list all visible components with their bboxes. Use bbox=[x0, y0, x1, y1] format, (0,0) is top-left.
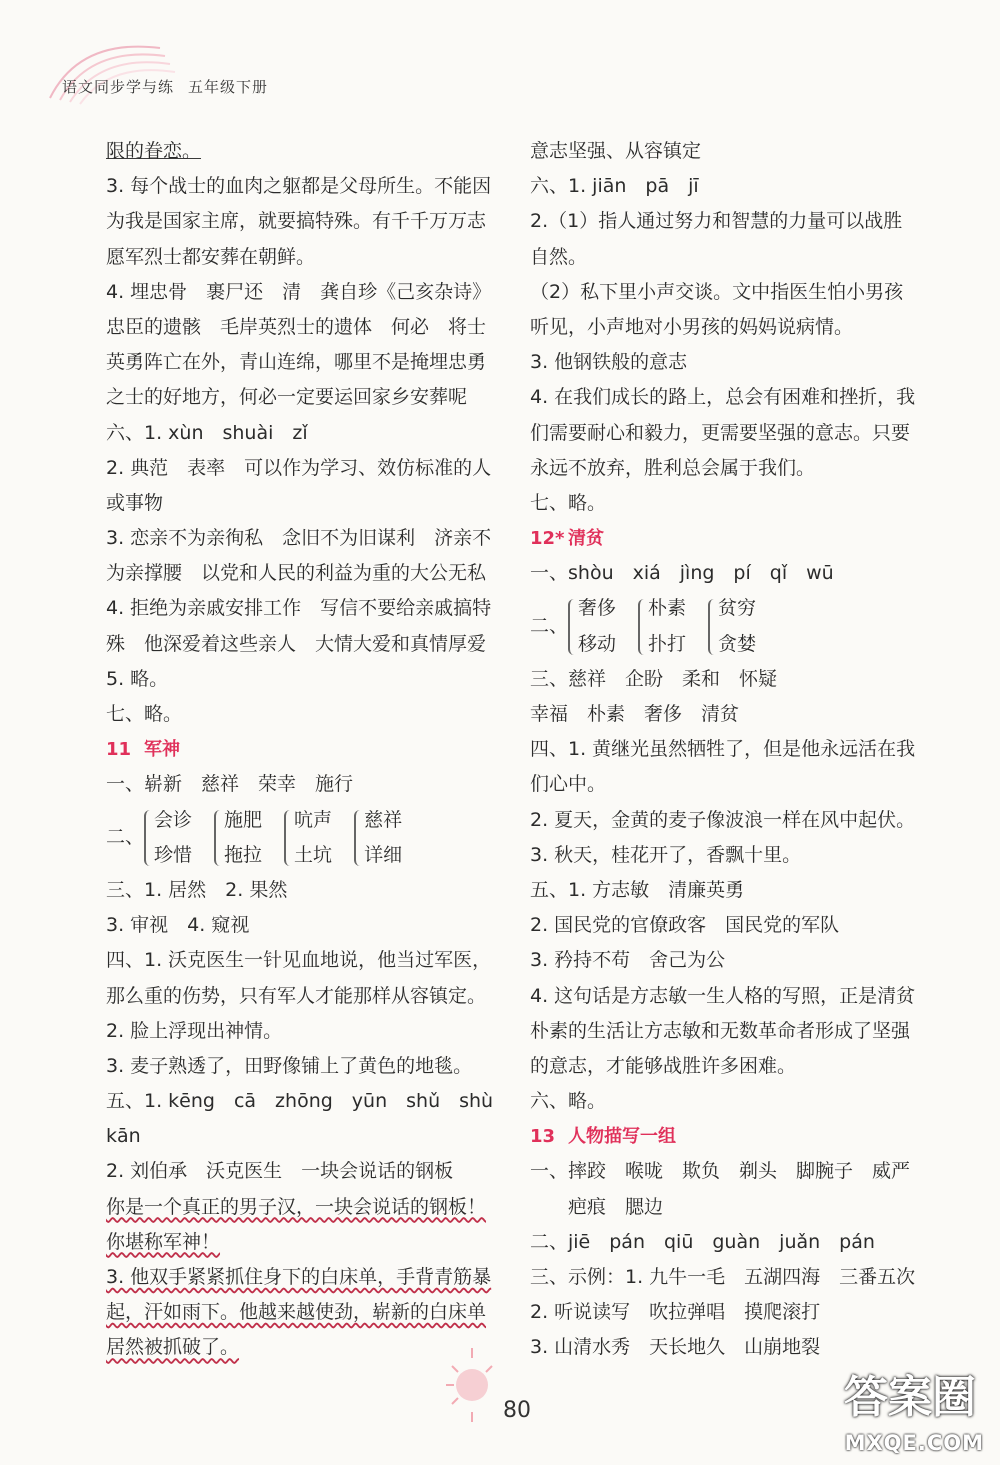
answer-text: 2. 脸上浮现出神情。 bbox=[106, 1019, 283, 1042]
answer-text: 你是一个真正的男子汉，一块会说话的钢板！ bbox=[106, 1195, 487, 1218]
answer-text: 二、jiē pán qiū guàn juǎn pán bbox=[530, 1230, 875, 1253]
answer-text: 四、1. 黄继光虽然牺牲了，但是他永远活在我 bbox=[530, 738, 916, 761]
answer-text: 殊 他深爱着这些亲人 大情大爱和真情厚爱 bbox=[106, 632, 487, 655]
answer-text: 三、1. 居然 2. 果然 bbox=[106, 878, 288, 901]
brace-icon bbox=[568, 599, 574, 655]
answer-text: 3. 他双手紧紧抓住身下的白床单，手背青筋暴 bbox=[106, 1266, 492, 1289]
answer-line bbox=[530, 767, 925, 802]
answer-text: 3. 每个战士的血肉之躯都是父母所生。不能因 bbox=[106, 175, 492, 198]
word-pair bbox=[638, 591, 686, 661]
answer-line bbox=[106, 591, 501, 626]
answer-text: 3. 秋天，桂花开了，香飘十里。 bbox=[530, 843, 802, 866]
brace-question bbox=[106, 803, 501, 873]
pair-word: 扑打 bbox=[648, 632, 687, 655]
answer-text: 2. 刘伯承 沃克医生 一块会说话的钢板 bbox=[106, 1160, 454, 1183]
answer-line bbox=[530, 1260, 925, 1295]
answer-text: 一、崭新 慈祥 荣幸 施行 bbox=[106, 773, 354, 796]
answer-line bbox=[106, 908, 501, 943]
brace-icon bbox=[144, 810, 150, 866]
answer-line bbox=[106, 240, 501, 275]
answer-text: 意志坚强、从容镇定 bbox=[530, 140, 702, 162]
word-pair bbox=[568, 591, 616, 661]
answer-line bbox=[106, 521, 501, 556]
answer-line bbox=[106, 1084, 501, 1119]
answer-text: 三、示例：1. 九牛一毛 五湖四海 三番五次 bbox=[530, 1266, 916, 1289]
pair-word: 吭声 bbox=[294, 808, 333, 831]
brace-question bbox=[530, 591, 925, 661]
answer-line bbox=[530, 908, 925, 943]
answer-text: 忠臣的遗骸 毛岸英烈士的遗体 何必 将士 bbox=[106, 315, 487, 338]
answer-text: 为我是国家主席，就要搞特殊。有千千万万志 bbox=[106, 210, 487, 233]
watermark-url: MXQE.COM bbox=[844, 1431, 984, 1455]
lesson-number: 12* bbox=[530, 528, 565, 550]
pair-word: 贫穷 bbox=[718, 597, 757, 620]
answer-line bbox=[530, 345, 925, 380]
answer-text: 一、摔跤 喉咙 欺负 剃头 脚腕子 威严 bbox=[530, 1160, 911, 1183]
pair-word: 贪婪 bbox=[718, 632, 757, 655]
answer-text: 朴素的生活让方志敏和无数革命者形成了坚强 bbox=[530, 1019, 911, 1042]
answer-text: 4. 在我们成长的路上，总会有困难和挫折，我 bbox=[530, 386, 916, 409]
answer-line bbox=[106, 1225, 501, 1260]
answer-line bbox=[106, 134, 501, 169]
brace-icon bbox=[214, 810, 220, 866]
answer-line bbox=[530, 416, 925, 451]
answer-text: 2. 夏天，金黄的麦子像波浪一样在风中起伏。 bbox=[530, 808, 916, 831]
answer-line bbox=[530, 1049, 925, 1084]
answer-line bbox=[106, 943, 501, 978]
lesson-title: 军神 bbox=[144, 739, 180, 761]
answer-line bbox=[106, 1295, 501, 1330]
answer-line bbox=[106, 345, 501, 380]
lesson-heading bbox=[530, 1119, 925, 1154]
answer-text: 六、1. xùn shuài zǐ bbox=[106, 421, 308, 444]
question-prefix: 二、 bbox=[530, 615, 569, 638]
answer-text: 4. 拒绝为亲戚安排工作 写信不要给亲戚搞特 bbox=[106, 597, 492, 620]
answer-line bbox=[530, 204, 925, 239]
answer-text: 限的眷恋。 bbox=[106, 140, 202, 162]
answer-line bbox=[530, 662, 925, 697]
answer-line bbox=[106, 662, 501, 697]
answer-text: 愿军烈士都安葬在朝鲜。 bbox=[106, 245, 316, 268]
answer-line bbox=[106, 979, 501, 1014]
answer-line bbox=[106, 416, 501, 451]
answer-line bbox=[106, 1260, 501, 1295]
answer-text: （2）私下里小声交谈。文中指医生怕小男孩 bbox=[530, 280, 904, 303]
answer-line bbox=[530, 803, 925, 838]
answer-line bbox=[106, 873, 501, 908]
answer-text: 4. 埋忠骨 裹尸还 清 龚自珍《己亥杂诗》 bbox=[106, 280, 492, 303]
answer-line bbox=[106, 1119, 501, 1154]
answer-line bbox=[530, 1295, 925, 1330]
answer-text: 们心中。 bbox=[530, 773, 607, 796]
answer-text: 一、shòu xiá jìng pí qǐ wū bbox=[530, 562, 834, 585]
answer-text: 2. 典范 表率 可以作为学习、效仿标准的人 bbox=[106, 456, 492, 479]
answer-line bbox=[106, 451, 501, 486]
answer-text: 四、1. 沃克医生一针见血地说，他当过军医， bbox=[106, 949, 492, 972]
lesson-title: 清贫 bbox=[568, 528, 604, 550]
answer-line bbox=[106, 627, 501, 662]
answer-text: 自然。 bbox=[530, 245, 588, 268]
pair-word: 珍惜 bbox=[154, 843, 193, 866]
pair-word: 朴素 bbox=[648, 597, 687, 620]
pair-word: 慈祥 bbox=[364, 808, 403, 831]
question-prefix: 二、 bbox=[106, 826, 145, 849]
answer-line bbox=[530, 486, 925, 521]
answer-line bbox=[530, 838, 925, 873]
answer-line bbox=[530, 1154, 925, 1189]
answer-line bbox=[106, 275, 501, 310]
answer-line bbox=[106, 1154, 501, 1189]
word-pair bbox=[144, 803, 192, 873]
answer-text: 2. 听说读写 吹拉弹唱 摸爬滚打 bbox=[530, 1301, 821, 1324]
answer-line bbox=[530, 1190, 925, 1225]
answer-text: 3. 麦子熟透了，田野像铺上了黄色的地毯。 bbox=[106, 1054, 473, 1077]
brace-icon bbox=[638, 599, 644, 655]
answer-text: 七、略。 bbox=[106, 703, 183, 725]
answer-text: 听见，小声地对小男孩的妈妈说病情。 bbox=[530, 315, 854, 338]
answer-text: 英勇阵亡在外，青山连绵，哪里不是掩埋忠勇 bbox=[106, 351, 487, 374]
lesson-number: 11 bbox=[106, 739, 132, 761]
pair-word: 移动 bbox=[578, 632, 617, 655]
answer-text: 3. 山清水秀 天长地久 山崩地裂 bbox=[530, 1336, 821, 1359]
sun-decoration bbox=[440, 1340, 500, 1430]
answer-line bbox=[106, 380, 501, 415]
lesson-heading bbox=[530, 521, 925, 556]
answer-line bbox=[530, 732, 925, 767]
answer-text: kān bbox=[106, 1125, 141, 1148]
answer-line bbox=[530, 275, 925, 310]
answer-line bbox=[106, 1190, 501, 1225]
answer-line bbox=[530, 310, 925, 345]
brace-icon bbox=[284, 810, 290, 866]
word-pair bbox=[284, 803, 332, 873]
book-title: 语文同步学与练 bbox=[62, 78, 175, 96]
answer-text: 起，汗如雨下。他越来越使劲，崭新的白床单 bbox=[106, 1301, 487, 1324]
answer-text: 你堪称军神！ bbox=[106, 1230, 221, 1253]
answer-text: 3. 他钢铁般的意志 bbox=[530, 351, 688, 374]
answer-text: 六、1. jiān pā jī bbox=[530, 175, 699, 198]
left-column bbox=[106, 134, 501, 1366]
answer-line bbox=[530, 134, 925, 169]
answer-line bbox=[106, 1049, 501, 1084]
answer-text: 的意志，才能够战胜许多困难。 bbox=[530, 1054, 797, 1077]
answer-text: 2. 国民党的官僚政客 国民党的军队 bbox=[530, 914, 840, 937]
answer-line bbox=[530, 873, 925, 908]
watermark-logo: 答案圈 bbox=[844, 1372, 976, 1423]
pair-word: 会诊 bbox=[154, 808, 193, 831]
answer-text: 五、1. kēng cā zhōng yūn shǔ shù bbox=[106, 1090, 494, 1113]
answer-text: 3. 恋亲不为亲徇私 念旧不为旧谋利 济亲不 bbox=[106, 527, 492, 550]
grade-label: 五年级下册 bbox=[188, 78, 269, 96]
answer-text: 或事物 bbox=[106, 491, 164, 514]
lesson-heading bbox=[106, 732, 501, 767]
lesson-number: 13 bbox=[530, 1126, 556, 1148]
answer-text: 三、慈祥 企盼 柔和 怀疑 bbox=[530, 667, 778, 690]
answer-text: 居然被抓破了。 bbox=[106, 1336, 240, 1359]
pair-word: 拖拉 bbox=[224, 843, 263, 866]
lesson-title: 人物描写一组 bbox=[568, 1126, 676, 1148]
answer-text: 那么重的伤势，只有军人才能那样从容镇定。 bbox=[106, 984, 487, 1007]
brace-icon bbox=[708, 599, 714, 655]
answer-line bbox=[530, 240, 925, 275]
brace-icon bbox=[354, 810, 360, 866]
answer-text: 2.（1）指人通过努力和智慧的力量可以战胜 bbox=[530, 210, 903, 233]
answer-text: 五、1. 方志敏 清廉英勇 bbox=[530, 878, 745, 901]
answer-text: 为亲撑腰 以党和人民的利益为重的大公无私 bbox=[106, 562, 487, 585]
answer-line bbox=[530, 451, 925, 486]
answer-line bbox=[530, 697, 925, 732]
running-header bbox=[62, 76, 282, 97]
answer-line bbox=[106, 310, 501, 345]
answer-line bbox=[530, 169, 925, 204]
answer-line bbox=[530, 1084, 925, 1119]
answer-text: 5. 略。 bbox=[106, 667, 169, 690]
right-column bbox=[530, 134, 925, 1366]
word-pair bbox=[214, 803, 262, 873]
answer-text: 幸福 朴素 奢侈 清贫 bbox=[530, 703, 740, 726]
answer-line bbox=[106, 486, 501, 521]
answer-text: 七、略。 bbox=[530, 491, 607, 514]
answer-line bbox=[106, 169, 501, 204]
answer-line bbox=[530, 556, 925, 591]
pair-word: 土坑 bbox=[294, 843, 333, 866]
answer-line bbox=[530, 943, 925, 978]
answer-text: 永远不放弃，胜利总会属于我们。 bbox=[530, 456, 816, 479]
pair-word: 详细 bbox=[364, 843, 403, 866]
answer-line bbox=[106, 204, 501, 239]
answer-line bbox=[530, 1225, 925, 1260]
answer-text: 六、略。 bbox=[530, 1090, 607, 1113]
answer-line bbox=[106, 556, 501, 591]
answer-text: 4. 这句话是方志敏一生人格的写照，正是清贫 bbox=[530, 984, 916, 1007]
answer-line bbox=[106, 767, 501, 802]
pair-word: 奢侈 bbox=[578, 597, 617, 620]
pair-word: 施肥 bbox=[224, 808, 263, 831]
answer-text: 们需要耐心和毅力，更需要坚强的意志。只要 bbox=[530, 421, 911, 444]
answer-text: 疤痕 腮边 bbox=[530, 1195, 664, 1218]
answer-line bbox=[530, 1014, 925, 1049]
answer-text: 3. 矜持不苟 舍己为公 bbox=[530, 949, 726, 972]
answer-line bbox=[530, 380, 925, 415]
word-pair bbox=[708, 591, 756, 661]
answer-line bbox=[106, 1014, 501, 1049]
answer-text: 之士的好地方，何必一定要运回家乡安葬呢 bbox=[106, 386, 468, 409]
page-number: 80 bbox=[503, 1398, 531, 1423]
answer-line bbox=[530, 979, 925, 1014]
answer-text: 3. 审视 4. 窥视 bbox=[106, 914, 250, 937]
word-pair bbox=[354, 803, 402, 873]
answer-line bbox=[106, 697, 501, 732]
